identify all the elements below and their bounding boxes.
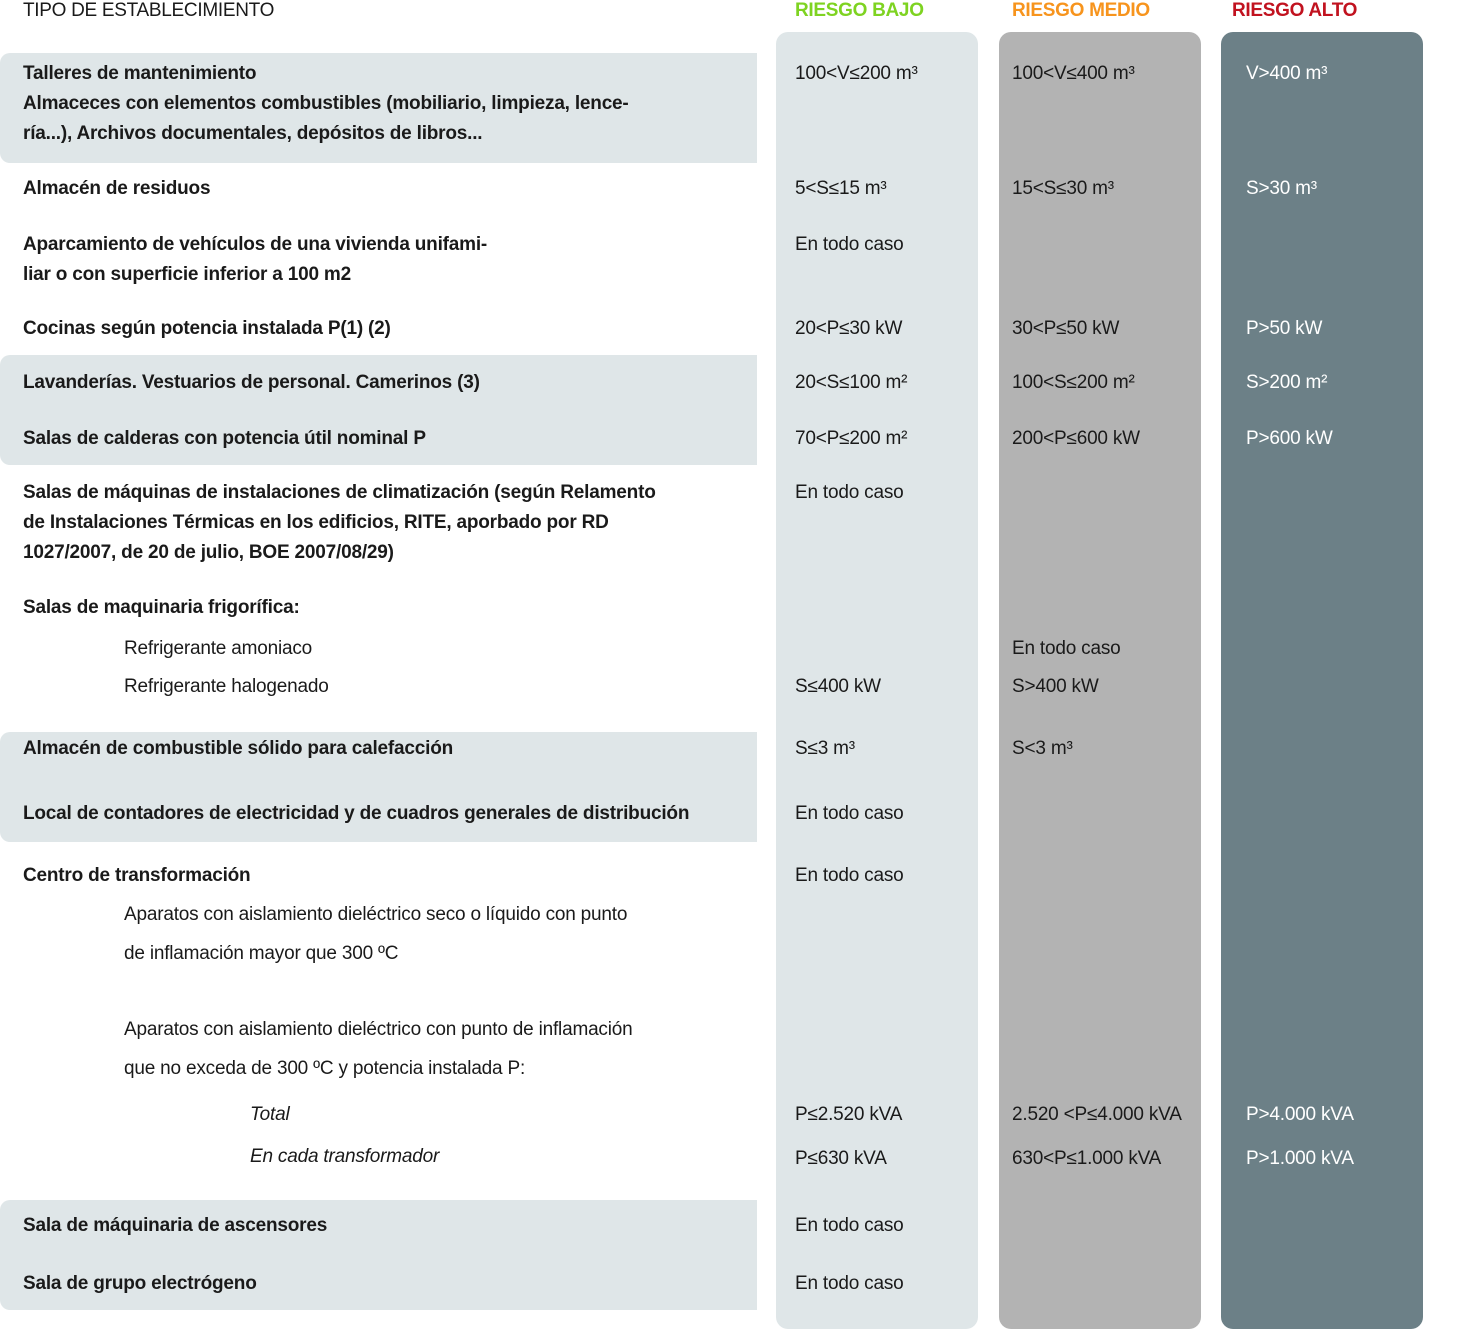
row-sublabel: Refrigerante halogenado (124, 676, 329, 697)
cell-high: S>200 m² (1246, 372, 1328, 393)
row-label: Cocinas según potencia instalada P(1) (2) (23, 318, 391, 339)
row-label: liar o con superficie inferior a 100 m2 (23, 264, 351, 285)
cell-low: S≤3 m³ (795, 738, 855, 759)
row-label: Centro de transformación (23, 865, 251, 886)
row-sublabel: de inflamación mayor que 300 ºC (124, 943, 399, 964)
cell-medium: 30<P≤50 kW (1012, 318, 1120, 339)
cell-low: 20<S≤100 m² (795, 372, 908, 393)
row-label: Aparcamiento de vehículos de una vivienda unifami- (23, 234, 488, 255)
risk-low-header: RIESGO BAJO (795, 0, 924, 21)
cell-high: S>30 m³ (1246, 178, 1317, 199)
row-label: de Instalaciones Térmicas en los edificios, RITE, aporbado por RD (23, 512, 609, 533)
cell-medium: 100<S≤200 m² (1012, 372, 1135, 393)
cell-low: En todo caso (795, 234, 904, 255)
cell-low: En todo caso (795, 1273, 904, 1294)
risk-high-column (1221, 32, 1423, 1329)
cell-medium: 15<S≤30 m³ (1012, 178, 1114, 199)
row-label: ría...), Archivos documentales, depósitos de libros... (23, 123, 483, 144)
risk-medium-header: RIESGO MEDIO (1012, 0, 1150, 21)
cell-low: 5<S≤15 m³ (795, 178, 887, 199)
row-label: Almaceces con elementos combustibles (mobiliario, limpieza, lence- (23, 93, 629, 114)
cell-low: S≤400 kW (795, 676, 881, 697)
row-label: Sala de máquinaria de ascensores (23, 1215, 328, 1236)
cell-low: 70<P≤200 m² (795, 428, 908, 449)
cell-medium: 100<V≤400 m³ (1012, 63, 1135, 84)
row-label: Talleres de mantenimiento (23, 63, 257, 84)
row-label: Almacén de combustible sólido para calefacción (23, 738, 454, 759)
cell-medium: En todo caso (1012, 638, 1121, 659)
cell-high: P>1.000 kVA (1246, 1148, 1354, 1169)
risk-high-header: RIESGO ALTO (1232, 0, 1358, 21)
cell-medium: 200<P≤600 kW (1012, 428, 1140, 449)
cell-low: P≤630 kVA (795, 1148, 887, 1169)
cell-high: P>4.000 kVA (1246, 1104, 1354, 1125)
row-sublabel: Aparatos con aislamiento dieléctrico con punto de inflamación (124, 1019, 633, 1040)
cell-medium: 630<P≤1.000 kVA (1012, 1148, 1162, 1169)
row-label: Salas de máquinas de instalaciones de climatización (según Relamento (23, 482, 656, 503)
row-sublabel: Refrigerante amoniaco (124, 638, 313, 659)
cell-low: En todo caso (795, 1215, 904, 1236)
cell-low: P≤2.520 kVA (795, 1104, 903, 1125)
cell-high: P>600 kW (1246, 428, 1333, 449)
row-sublabel: que no exceda de 300 ºC y potencia instalada P: (124, 1058, 526, 1079)
row-label: Almacén de residuos (23, 178, 211, 199)
cell-low: En todo caso (795, 865, 904, 886)
row-sublabel: Total (250, 1104, 290, 1125)
row-label: Lavanderías. Vestuarios de personal. Camerinos (3) (23, 372, 480, 393)
row-label: Sala de grupo electrógeno (23, 1273, 257, 1294)
cell-medium: S<3 m³ (1012, 738, 1073, 759)
type-column-header: TIPO DE ESTABLECIMIENTO (23, 0, 275, 21)
cell-low: 100<V≤200 m³ (795, 63, 918, 84)
cell-low: En todo caso (795, 803, 904, 824)
cell-low: 20<P≤30 kW (795, 318, 903, 339)
row-sublabel: Aparatos con aislamiento dieléctrico seco o líquido con punto (124, 904, 628, 925)
row-label: 1027/2007, de 20 de julio, BOE 2007/08/29) (23, 542, 394, 563)
row-sublabel: En cada transformador (250, 1146, 440, 1167)
row-label: Salas de calderas con potencia útil nominal P (23, 428, 426, 449)
row-label: Salas de maquinaria frigorífica: (23, 597, 300, 618)
cell-high: P>50 kW (1246, 318, 1323, 339)
cell-medium: S>400 kW (1012, 676, 1099, 697)
cell-medium: 2.520 <P≤4.000 kVA (1012, 1104, 1182, 1125)
cell-low: En todo caso (795, 482, 904, 503)
cell-high: V>400 m³ (1246, 63, 1328, 84)
row-label: Local de contadores de electricidad y de cuadros generales de distribución (23, 803, 690, 824)
